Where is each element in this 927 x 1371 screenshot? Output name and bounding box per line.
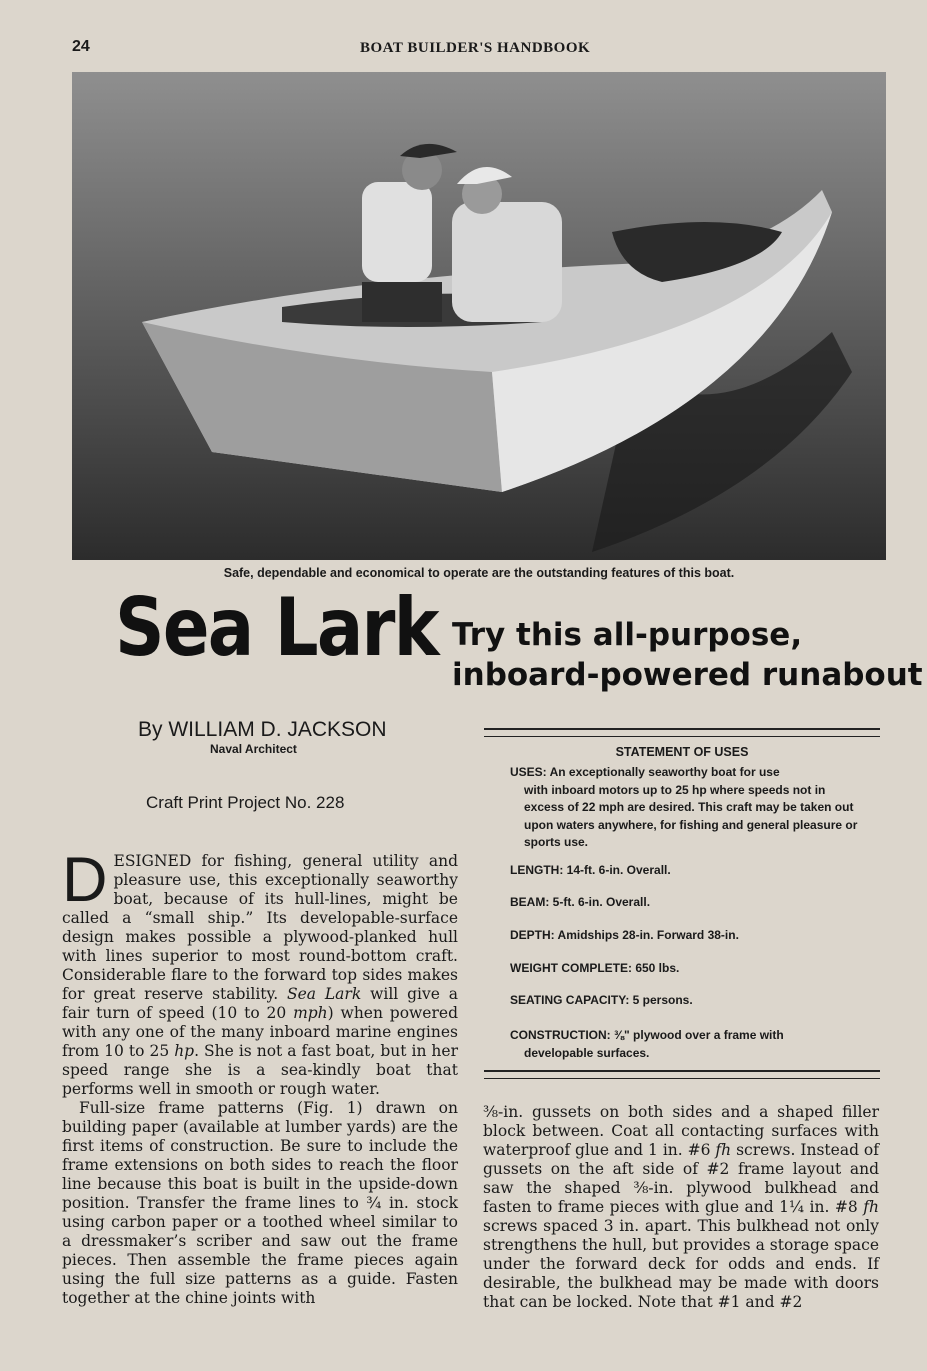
uses-text: with inboard motors up to 25 hp where speeds not in excess of 22 mph are desired. This craft may be taken out upon waters anywhere, for fishing and general pleasure or sports use. [524,782,858,849]
p1-text-b: will give a fair turn of speed (10 to 20 [62,985,458,1022]
uses-label: USES: [510,765,547,779]
project-number: Craft Print Project No. 228 [146,793,345,812]
drop-cap: D [62,845,108,915]
boat-photo [72,72,886,560]
statement-top-rule [484,728,880,737]
running-head: BOAT BUILDER'S HANDBOOK [360,40,591,56]
spec-construction [510,1026,870,1062]
construction-rest: developable surfaces. [524,1046,650,1060]
uses-first-line: An exceptionally seaworthy boat for use [549,765,780,779]
author-role: Naval Architect [210,742,297,756]
p3-text-c: screws spaced 3 in. apart. This bulkhead not only strengthens the hull, but provides a storage space under the forward deck for odds and ends. If desirable, the bulkhead may be made with doors that can be locked. Note that #1 and #2 [483,1217,879,1311]
page-number: 24 [72,38,90,55]
p3-text-a: ⅜-in. gussets on both sides and a shaped filler block between. Coat all contacting surfaces with waterproof glue and 1 in. #6 [483,1103,879,1159]
spec-weight: WEIGHT COMPLETE: 650 lbs. [510,961,680,975]
statement-uses [510,764,860,852]
body-column-left [62,845,458,1308]
author-byline: By WILLIAM D. JACKSON [138,718,387,741]
spec-beam: BEAM: 5-ft. 6-in. Overall. [510,895,651,909]
spec-depth: DEPTH: Amidships 28-in. Forward 38-in. [510,928,739,942]
p1-unit-hp: hp [174,1042,195,1060]
article-subtitle [452,615,923,695]
statement-heading: STATEMENT OF USES [615,745,749,759]
p1-boat-name: Sea Lark [287,985,362,1003]
p1-text-a: ESIGNED for fishing, general utility and pleasure use, this exceptionally seaworthy boat, because of its hull-lines, might be called a “small ship.” Its developable-surface design makes possible a plywood-planked hull with lines superior to most round-bottom craft. Considerable flare to the forward top sides makes for great reserve stability. [62,852,458,1003]
spec-seating: SEATING CAPACITY: 5 persons. [510,993,693,1007]
gusset-paragraph [483,1103,879,1312]
photo-caption: Safe, dependable and economical to operate are the outstanding features of this boat. [223,566,735,580]
body-column-right [483,1103,879,1312]
construction-first-line: CONSTRUCTION: ⅜" plywood over a frame with [510,1028,784,1042]
frame-paragraph: Full-size frame patterns (Fig. 1) drawn on building paper (available at lumber yards) are the first items of construction. Be sure to include the frame extensions on both sides to reach the floor line because this boat is built in the upside-down position. Transfer the frame lines to ¾ in. stock using carbon paper or a toothed wheel similar to a dressmaker’s scriber and saw out the frame pieces. Then assemble the frame pieces again using the full size patterns as a guide. Fasten together at the chine joints with [62,1099,458,1307]
p3-fh-2: fh [863,1198,879,1216]
spec-length: LENGTH: 14-ft. 6-in. Overall. [510,863,671,877]
p3-fh-1: fh [715,1141,732,1159]
intro-paragraph [62,845,458,1099]
p1-text-c: ) when powered with any one of the many inboard marine engines from 10 to 25 [62,1004,458,1060]
p1-unit-mph: mph [293,1004,328,1022]
subtitle-line-2: inboard-powered runabout [452,657,923,693]
subtitle-line-1: Try this all-purpose, [452,617,803,653]
p3-text-b: screws. Instead of gussets on the aft side of #2 frame layout and saw the shaped ⅜-in. plywood bulkhead and fasten to frame pieces with glue and 1¼ in. #8 [483,1141,879,1216]
article-title: Sea Lark [115,581,438,674]
statement-bottom-rule [484,1070,880,1079]
p1-text-d: . She is not a fast boat, but in her speed range she is a sea-kindly boat that performs well in smooth or rough water. [62,1042,458,1098]
